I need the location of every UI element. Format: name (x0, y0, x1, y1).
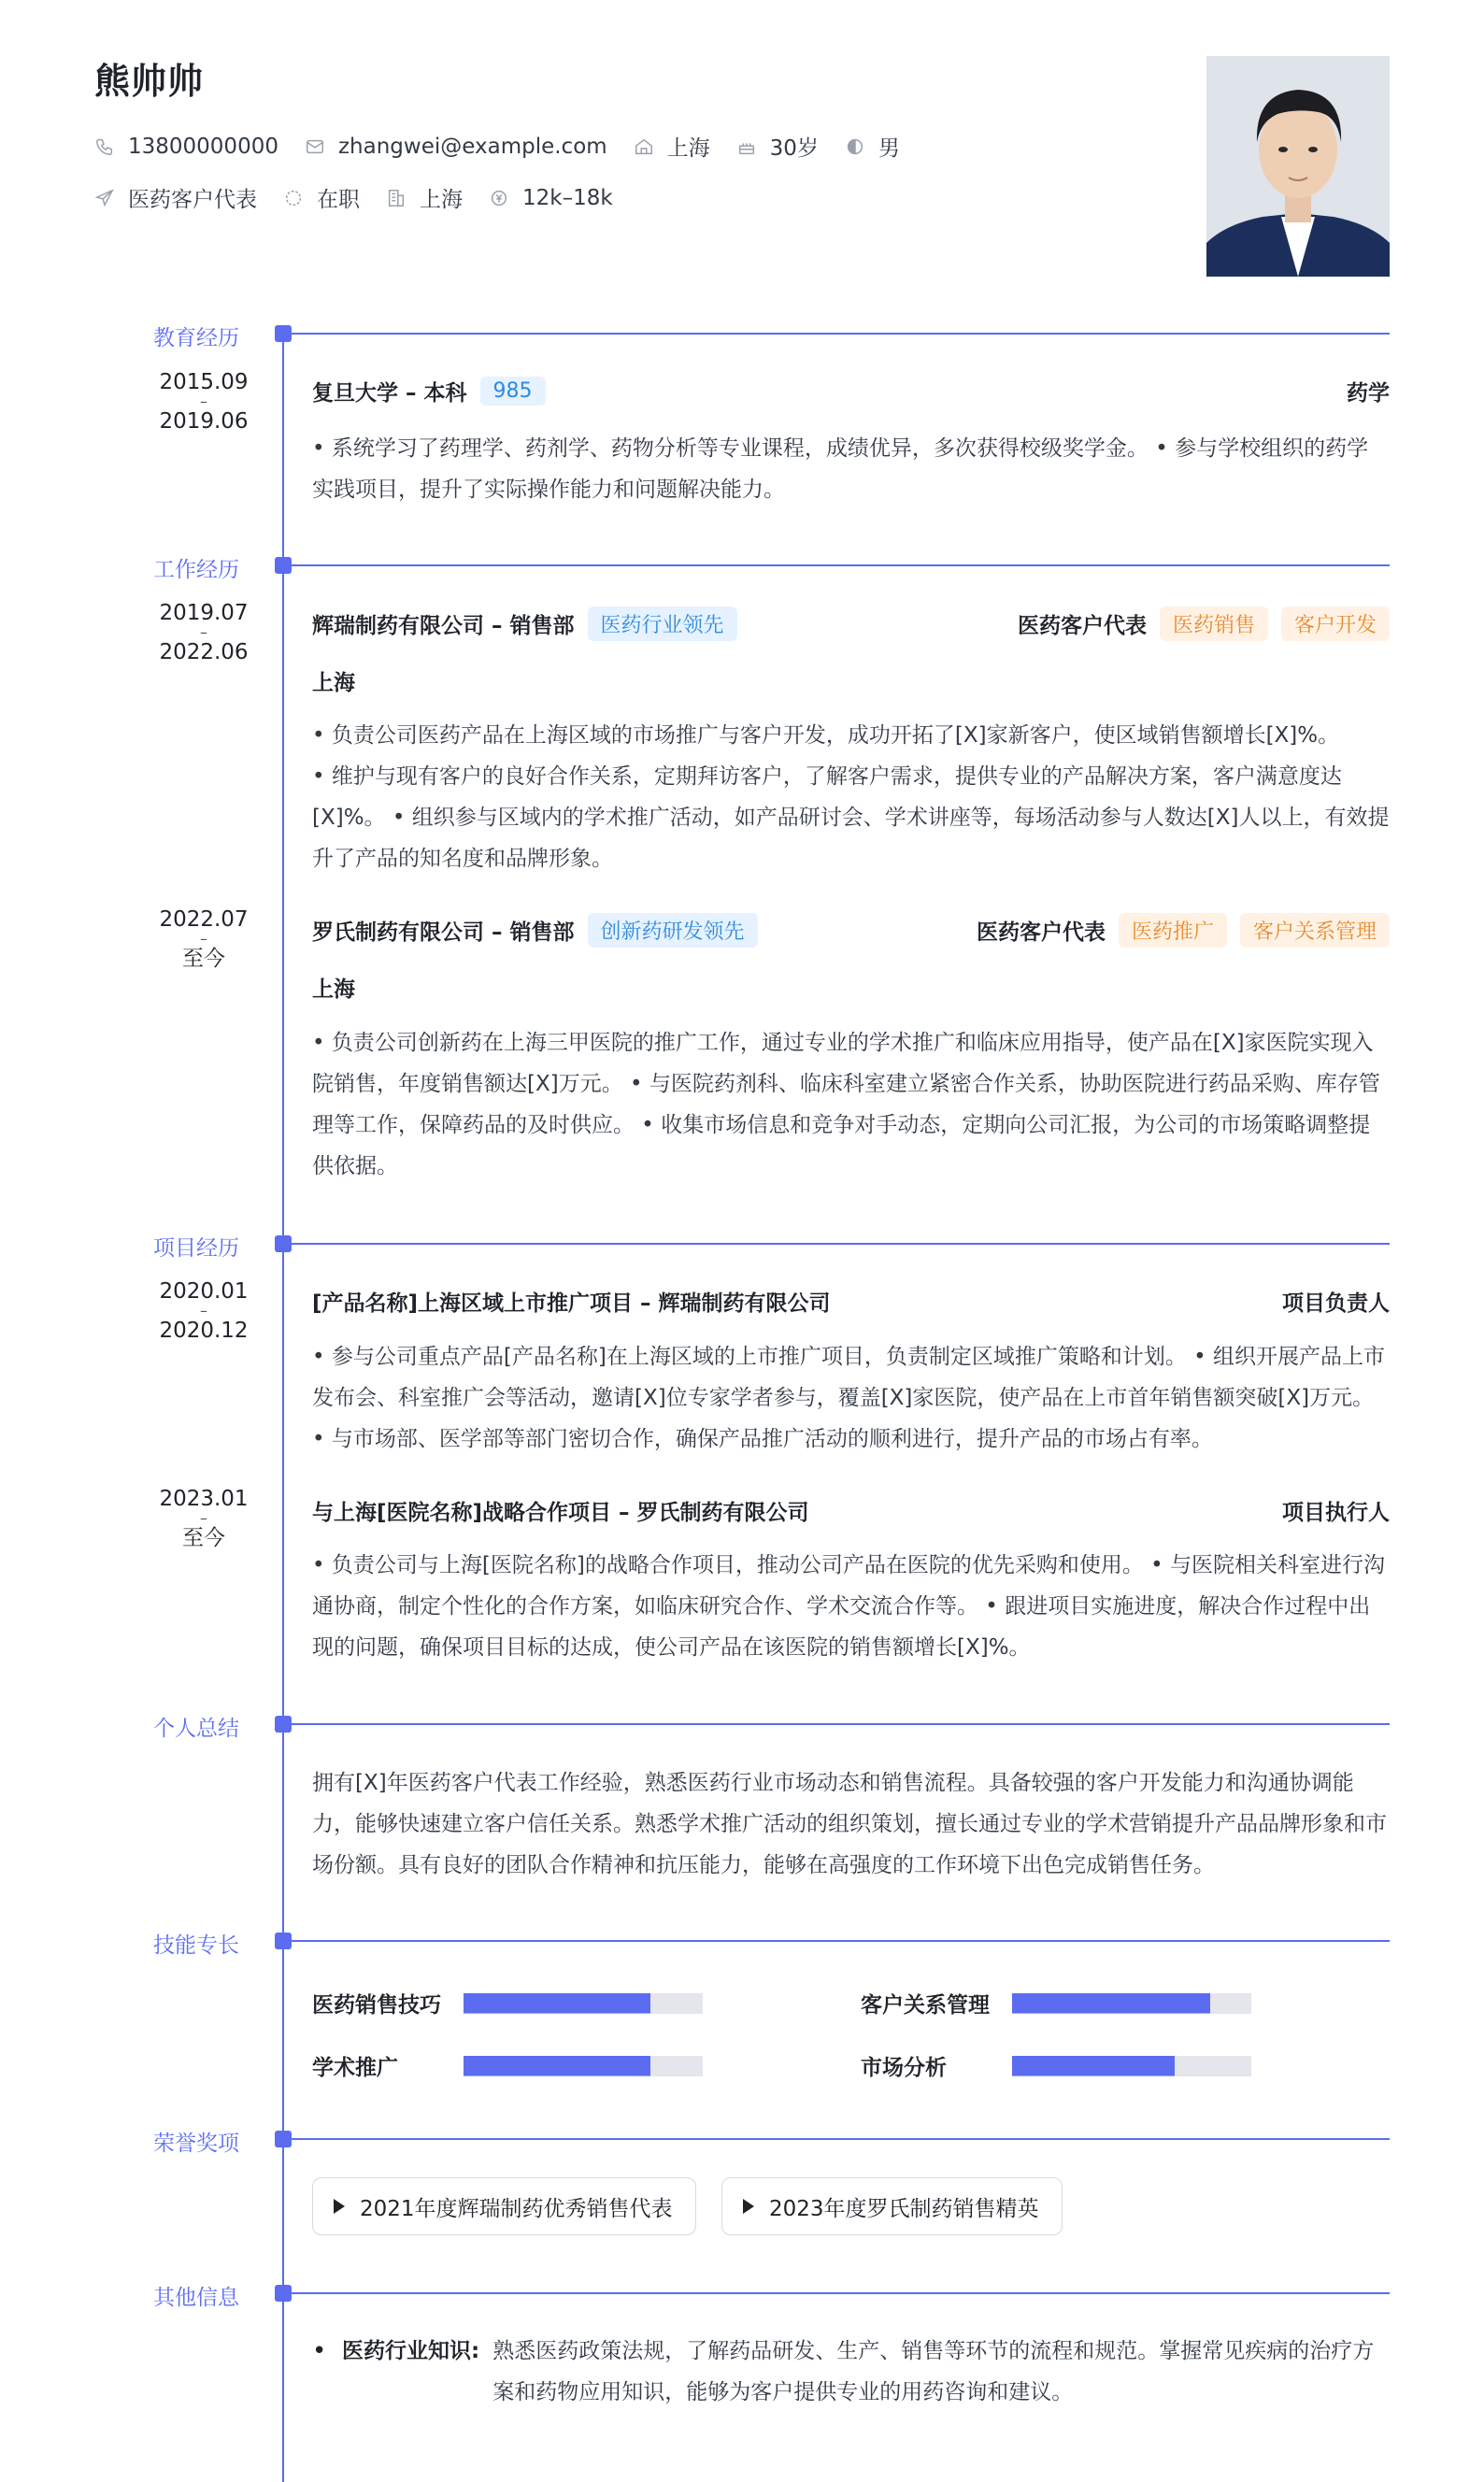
home-icon (634, 136, 654, 157)
section-title-awards: 荣誉奖项 (153, 2132, 239, 2156)
role-tag: 客户开发 (1281, 606, 1390, 641)
role-tag: 医药推广 (1119, 913, 1227, 948)
section-marker (275, 2285, 292, 2302)
education-date (140, 371, 267, 433)
profile-photo (1206, 56, 1390, 277)
salary-text: 12k–18k (522, 185, 613, 210)
work-date-2 (140, 908, 267, 970)
other-value: 熟悉医药政策法规，了解药品研发、生产、销售等环节的流程和规范。掌握常见疾病的治疗方案和药物应用知识，能够为客户提供专业的用药咨询和建议。 (492, 2339, 1375, 2404)
email-item (305, 135, 607, 159)
skill-item (861, 1988, 1251, 2018)
coin-icon (489, 188, 509, 208)
gender-item (845, 131, 900, 162)
section-divider (292, 2138, 1390, 2140)
company-dept: 辉瑞制药有限公司 – 销售部 (312, 614, 575, 638)
work-entry-head-1 (312, 606, 1390, 641)
section-divider (292, 2292, 1390, 2294)
candidate-name: 熊帅帅 (94, 61, 205, 102)
project-role: 项目负责人 (1282, 1291, 1390, 1316)
job-target-text: 医药客户代表 (128, 188, 257, 212)
status-item (283, 182, 360, 213)
date-dash: – (200, 1302, 207, 1319)
skill-bar-fill (1012, 2056, 1175, 2076)
age-text: 30岁 (769, 136, 819, 161)
status-icon (283, 188, 304, 208)
skill-name: 医药销售技巧 (312, 1993, 441, 2018)
section-divider (292, 333, 1390, 335)
skill-item (861, 2050, 1251, 2081)
bullet-icon: • (312, 2337, 327, 2365)
project-title: 与上海[医院名称]战略合作项目 – 罗氏制药有限公司 (312, 1501, 809, 1525)
project-date-1 (140, 1280, 267, 1342)
section-marker (275, 1933, 292, 1949)
skill-name: 学术推广 (312, 2056, 398, 2080)
skill-bar-fill (464, 1993, 650, 2014)
salary-item (489, 186, 613, 210)
award-badge (312, 2177, 696, 2235)
email-text: zhangwei@example.com (337, 134, 607, 159)
date-dash: – (200, 1509, 207, 1527)
section-divider (292, 1723, 1390, 1725)
section-marker (275, 557, 292, 574)
section-marker (275, 1235, 292, 1252)
date-start: 2023.01 (159, 1487, 249, 1511)
skill-bar (1012, 2056, 1251, 2076)
mail-icon (305, 136, 325, 157)
phone-icon (94, 136, 115, 157)
project-entry-head-1 (312, 1286, 1390, 1317)
company-tag: 医药行业领先 (588, 606, 737, 641)
building-icon (386, 188, 407, 208)
section-marker (275, 2131, 292, 2147)
date-end: 2020.12 (159, 1319, 249, 1343)
work-location: 上海 (312, 671, 355, 695)
skill-item (312, 2050, 703, 2081)
phone-item (94, 135, 278, 159)
project-entry-head-2 (312, 1495, 1390, 1526)
skill-bar (464, 2056, 703, 2076)
city-text: 上海 (666, 136, 710, 161)
role-tag: 客户关系管理 (1240, 913, 1390, 948)
age-item (736, 131, 819, 162)
project-description-2: • 负责公司与上海[医院名称]的战略合作项目，推动公司产品在医院的优先采购和使用。 • 与医院相关科室进行沟通协商，制定个性化的合作方案，如临床研究合作、学术交流合作等。 • 跟进项目实施进度，解决合作过程中出现的问题，确保项目目标的达成，使公司产品在该医院的销售额增长[X]%。 (312, 1553, 1386, 1660)
contact-row (94, 131, 926, 162)
section-marker (275, 1716, 292, 1733)
cake-icon (736, 136, 757, 157)
section-divider (292, 564, 1390, 566)
play-triangle-icon (334, 2199, 345, 2214)
skill-name: 客户关系管理 (861, 1993, 990, 2018)
date-dash: – (200, 392, 207, 410)
date-start: 2015.09 (159, 370, 249, 394)
date-end: 2019.06 (159, 409, 249, 434)
company-tag: 创新药研发领先 (588, 913, 758, 948)
section-marker (275, 325, 292, 342)
gender-text: 男 (878, 136, 900, 161)
section-title-skills: 技能专长 (153, 1933, 239, 1958)
phone-text: 13800000000 (128, 134, 278, 159)
date-end: 2022.06 (159, 640, 249, 664)
work-date-1 (140, 602, 267, 663)
target-city-item (386, 182, 463, 213)
school-tag: 985 (480, 377, 546, 406)
other-key: 医药行业知识: (342, 2339, 480, 2363)
target-city-text: 上海 (420, 188, 463, 212)
timeline-line (282, 333, 284, 2482)
date-start: 2022.07 (159, 907, 249, 932)
gender-icon (845, 136, 865, 157)
work-entry-head-2 (312, 913, 1390, 948)
city-item (634, 131, 710, 162)
other-item (312, 2331, 1390, 2413)
skill-bar (464, 1993, 703, 2014)
award-text: 2023年度罗氏制药销售精英 (769, 2196, 1039, 2221)
project-title: [产品名称]上海区域上市推广项目 – 辉瑞制药有限公司 (312, 1291, 831, 1316)
award-badge (721, 2177, 1063, 2235)
education-entry-head (312, 376, 1390, 407)
section-divider (292, 1940, 1390, 1942)
date-dash: – (200, 930, 207, 948)
work-description-1: • 负责公司医药产品在上海区域的市场推广与客户开发，成功开拓了[X]家新客户，使区域销售额增长[X]%。 • 维护与现有客户的良好合作关系，定期拜访客户，了解客户需求，提供专业的产品解决方案，客户满意度达[X]%。 • 组织参与区域内的学术推广活动，如产品研讨会、学术讲座等，每场活动参与人数达[X]人以上，有效提升了产品的知名度和品牌形象。 (312, 723, 1390, 871)
section-title-work: 工作经历 (153, 558, 239, 582)
date-start: 2020.01 (159, 1279, 249, 1304)
project-description-1: • 参与公司重点产品[产品名称]在上海区域的上市推广项目，负责制定区域推广策略和计划。 • 组织开展产品上市发布会、科室推广会等活动，邀请[X]位专家学者参与，覆盖[X]家医院，使产品在上市首年销售额突破[X]万元。 • 与市场部、医学部等部门密切合作，确保产品推广活动的顺利进行，提升产品的市场占有率。 (312, 1345, 1386, 1451)
project-role: 项目执行人 (1282, 1501, 1390, 1525)
date-end: 至今 (182, 947, 225, 971)
skill-name: 市场分析 (861, 2056, 947, 2080)
section-title-education: 教育经历 (153, 326, 239, 350)
education-description: • 系统学习了药理学、药剂学、药物分析等专业课程，成绩优异，多次获得校级奖学金。 • 参与学校组织的药学实践项目，提升了实际操作能力和问题解决能力。 (312, 436, 1369, 502)
skill-bar-fill (464, 2056, 650, 2076)
work-description-2: • 负责公司创新药在上海三甲医院的推广工作，通过专业的学术推广和临床应用指导，使产品在[X]家医院实现入院销售，年度销售额达[X]万元。 • 与医院药剂科、临床科室建立紧密合作关系，协助医院进行药品采购、库存管理等工作，保障药品的及时供应。 • 收集市场信息和竞争对手动态，定期向公司汇报，为公司的市场策略调整提供依据。 (312, 1031, 1380, 1178)
project-date-2 (140, 1488, 267, 1549)
job-role: 医药客户代表 (1017, 614, 1147, 638)
school-degree: 复旦大学 – 本科 (312, 381, 467, 406)
status-text: 在职 (317, 188, 360, 212)
intent-row (94, 182, 639, 213)
avatar-illustration (1206, 56, 1390, 277)
work-location: 上海 (312, 977, 355, 1002)
play-triangle-icon (743, 2199, 754, 2214)
section-title-projects: 项目经历 (153, 1236, 239, 1261)
skill-item (312, 1988, 703, 2018)
date-end: 至今 (182, 1526, 225, 1550)
send-icon (94, 188, 115, 208)
major: 药学 (1347, 381, 1390, 406)
date-dash: – (200, 623, 207, 641)
job-role: 医药客户代表 (976, 920, 1106, 945)
section-title-other: 其他信息 (153, 2286, 239, 2310)
section-divider (292, 1243, 1390, 1245)
job-target-item (94, 182, 257, 213)
section-title-summary: 个人总结 (153, 1717, 239, 1741)
skill-bar (1012, 1993, 1251, 2014)
date-start: 2019.07 (159, 601, 249, 625)
company-dept: 罗氏制药有限公司 – 销售部 (312, 920, 575, 945)
award-text: 2021年度辉瑞制药优秀销售代表 (360, 2196, 673, 2221)
role-tag: 医药销售 (1160, 606, 1268, 641)
summary-text: 拥有[X]年医药客户代表工作经验，熟悉医药行业市场动态和销售流程。具备较强的客户开发能力和沟通协调能力，能够快速建立客户信任关系。熟悉学术推广活动的组织策划，擅长通过专业的学术营销提升产品品牌形象和市场份额。具有良好的团队合作精神和抗压能力，能够在高强度的工作环境下出色完成销售任务。 (312, 1771, 1387, 1877)
skill-bar-fill (1012, 1993, 1210, 2014)
